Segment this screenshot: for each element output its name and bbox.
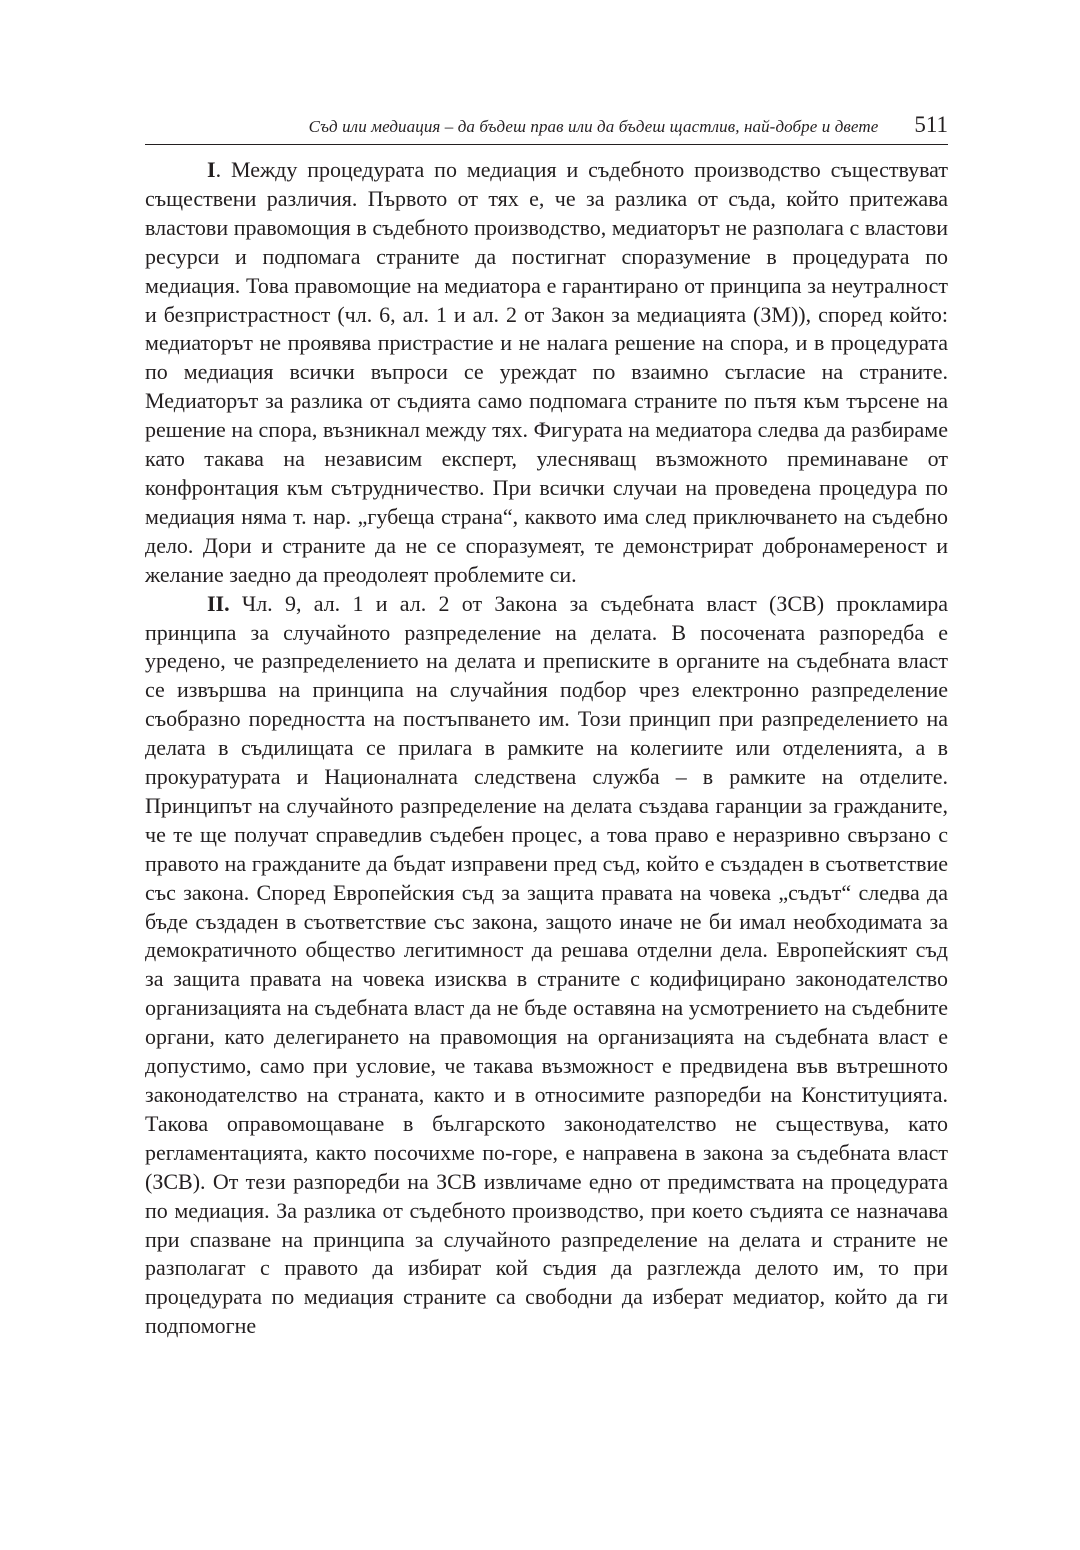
running-header xyxy=(145,112,948,145)
body-text xyxy=(145,156,948,1341)
paragraph-1-text: . Между процедурата по медиация и съдебното производство съществуват съществени различия. Първото от тях е, че за разлика от съда, който притежава властови правомощия в съдебното производство, медиаторът не разполага с властови ресурси и подпомага страните да постигнат споразумение в процедурата по медиация. Това правомощие на медиатора е гарантирано от принципа за неутралност и безпристрастност (чл. 6, ал. 1 и ал. 2 от Закон за медиацията (ЗМ)), според който: медиаторът не проявява пристрастие и не налага решение на спора, и в процедурата по медиация всички въпроси се уреждат по взаимно съгласие на страните. Медиаторът за разлика от съдията само подпомага страните по пътя към търсене на решение на спора, възникнал между тях. Фигурата на медиатора следва да разбираме като такава на независим експерт, улесняващ възможното преминаване от конфронтация към сътрудничество. При всички случаи на проведена процедура по медиация няма т. нар. „губеща страна“, каквото има след приключването на съдебно дело. Дори и страните да не се споразумеят, те демонстрират добронамереност и желание заедно да преодолеят проблемите си. xyxy=(145,157,948,587)
running-title: Съд или медиация – да бъдеш прав или да бъдеш щастлив, най-добре и двете xyxy=(308,117,879,136)
section-marker-2: II. xyxy=(207,590,230,616)
document-page xyxy=(145,112,948,1341)
paragraph-2-text: Чл. 9, ал. 1 и ал. 2 от Закона за съдебната власт (ЗСВ) прокламира принципа за случайното разпределение на делата. В посочената разпоредба е уредено, че разпределението на делата и преписките в органите на съдебната власт се извършва на принципа на случайния подбор чрез електронно разпределение съобразно поредността на постъпването им. Този принцип при разпределението на делата в съдилищата се прилага в рамките на колегиите или отделенията, а в прокуратурата и Националната следствена служба – в рамките на отделите. Принципът на случайното разпределение на делата създава гаранции за гражданите, че те ще получат справедлив съдебен процес, а това право е неразривно свързано с правото на гражданите да бъдат изправени пред съд, който е създаден в съответствие със закона. Според Европейския съд за защита правата на човека „съдът“ следва да бъде създаден в съответствие със закона, защото иначе не би имал необходимата за демократичното общество легитимност да решава отделни дела. Европейският съд за защита правата на човека изисква в страните с кодифицирано законодателство организацията на съдебната власт да не бъде оставяна на усмотрението на съдебните органи, като делегирането на правомощия на организацията на съдебната власт е допустимо, само при условие, че такава възможност е предвидена във вътрешното законодателство на страната, както и в относимите разпоредби на Конституцията. Такова оправомощаване в българското законодателство не съществува, като регламентацията, както посочихме по-горе, е направена в закона за съдебната власт (ЗСВ). От тези разпоредби на ЗСВ извличаме едно от предимствата на процедурата по медиация. За разлика от съдебното производство, при което съдията се назначава при спазване на принципа за случайното разпределение на делата и страните не разполагат с правото да избират кой съдия да разглежда делото им, то при процедурата по медиация страните са свободни да изберат медиатор, който да ги подпомогне xyxy=(145,590,948,1339)
page-number: 511 xyxy=(914,112,948,137)
paragraph-2 xyxy=(145,590,948,1342)
paragraph-1 xyxy=(145,156,948,590)
section-marker-1: I xyxy=(207,157,216,182)
